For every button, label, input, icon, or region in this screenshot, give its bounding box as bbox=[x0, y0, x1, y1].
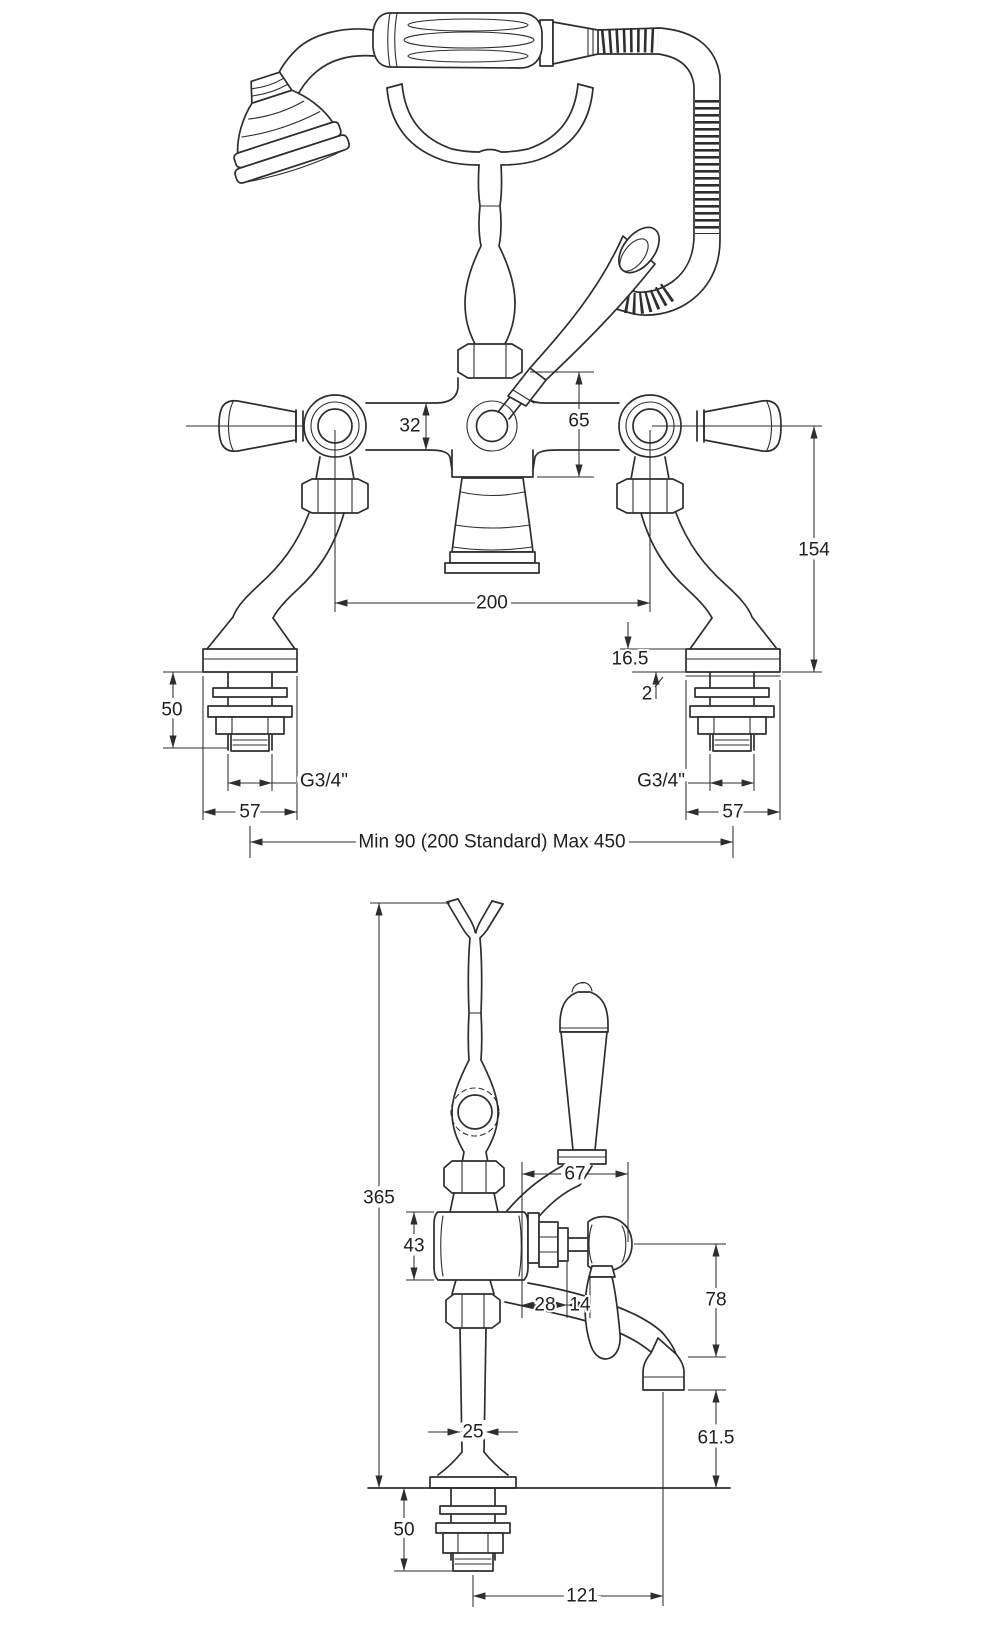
dim-label-50-side: 50 bbox=[393, 1519, 415, 1541]
dim-label-28: 28 bbox=[534, 1294, 556, 1316]
front-view bbox=[161, 13, 830, 858]
dim-label-154: 154 bbox=[798, 539, 830, 561]
side-diverter bbox=[506, 982, 608, 1230]
dim-label-67: 67 bbox=[564, 1163, 586, 1185]
adjustable-range-label: Min 90 (200 Standard) Max 450 bbox=[358, 831, 626, 853]
dim-label-57-left: 57 bbox=[239, 801, 261, 823]
dim-label-57-right: 57 bbox=[722, 801, 744, 823]
dim-label-25: 25 bbox=[462, 1421, 484, 1443]
side-column-nut bbox=[444, 1161, 504, 1193]
diverter-lever bbox=[498, 220, 667, 419]
left-leg bbox=[203, 513, 344, 672]
spout-front bbox=[445, 478, 539, 573]
handset-grip bbox=[373, 13, 542, 68]
riser-column bbox=[458, 165, 522, 378]
right-base-flange bbox=[686, 649, 780, 672]
dim-label-61-5: 61.5 bbox=[697, 1427, 735, 1449]
side-view bbox=[363, 899, 734, 1607]
side-cradle-column bbox=[444, 899, 504, 1212]
dim-label-16-5: 16.5 bbox=[611, 648, 649, 670]
left-shank bbox=[208, 672, 292, 751]
thread-label-left: G3/4" bbox=[300, 770, 348, 792]
right-valve bbox=[617, 395, 781, 513]
dim-label-121: 121 bbox=[566, 1585, 598, 1607]
dim-label-32: 32 bbox=[399, 415, 421, 437]
column-hex-nut bbox=[458, 344, 522, 378]
dim-label-365: 365 bbox=[363, 1187, 395, 1209]
handset-arm bbox=[277, 29, 374, 97]
right-leg bbox=[641, 513, 780, 676]
dim-label-200: 200 bbox=[476, 592, 508, 614]
handset-cradle bbox=[387, 84, 593, 165]
hose-cone-nut bbox=[553, 22, 598, 64]
dim-label-2: 2 bbox=[641, 683, 653, 705]
dim-label-50-front: 50 bbox=[161, 699, 183, 721]
left-valve bbox=[219, 395, 368, 513]
spout-mouth bbox=[643, 1338, 684, 1390]
right-shank bbox=[690, 672, 774, 751]
thread-label-right: G3/4" bbox=[637, 770, 685, 792]
diverter-boss bbox=[477, 411, 508, 442]
side-base-flange bbox=[430, 1477, 516, 1488]
dim-label-78: 78 bbox=[705, 1289, 727, 1311]
dim-label-43: 43 bbox=[403, 1235, 425, 1257]
shower-head bbox=[209, 59, 351, 188]
left-base-flange bbox=[203, 649, 297, 672]
dim-label-14: 14 bbox=[569, 1294, 591, 1316]
side-pillar-base bbox=[368, 1280, 730, 1571]
side-body bbox=[434, 1212, 528, 1280]
dim-label-65: 65 bbox=[568, 410, 590, 432]
diverter-lever-side bbox=[560, 992, 608, 1032]
